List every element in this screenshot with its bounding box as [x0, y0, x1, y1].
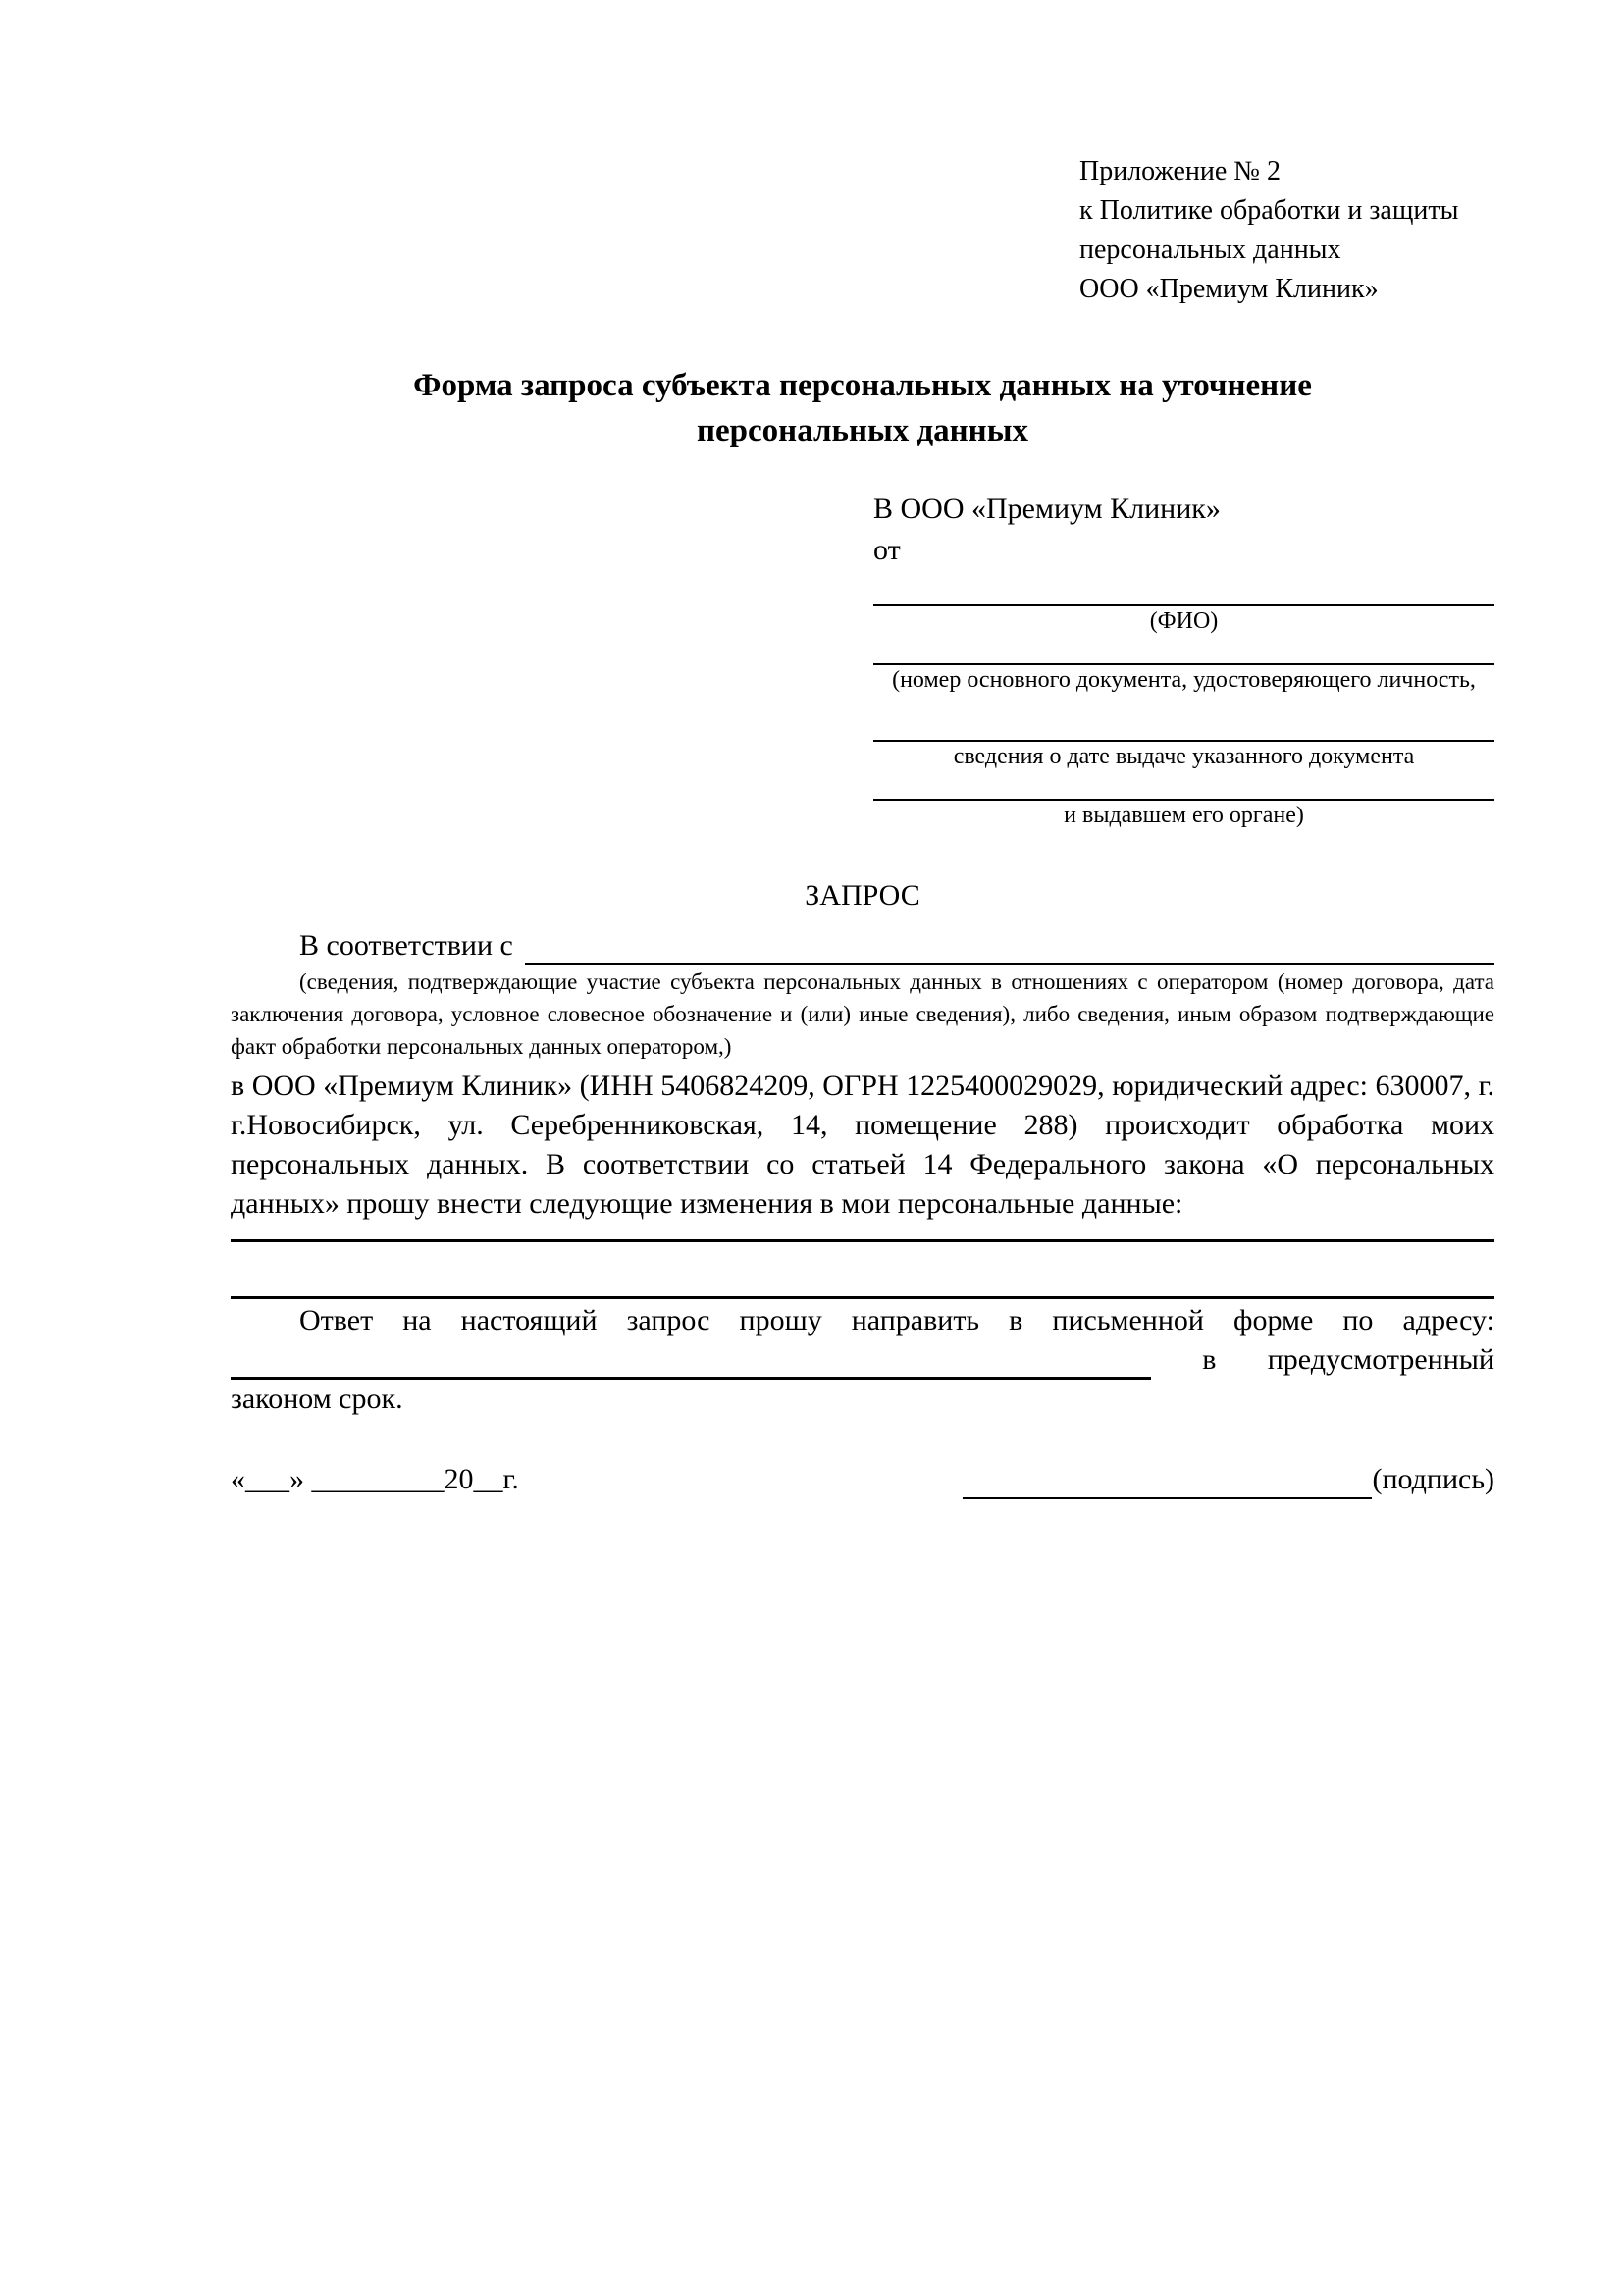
addressee-block	[873, 489, 1494, 830]
request-body-paragraph: в ООО «Премиум Клиник» (ИНН 5406824209, ОГРН 1225400029029, юридический адрес: 630007, г. г.Новосибирск, ул. Серебренниковская, 14, помещение 288) происходит обработка моих персональных данных. В соответствии со статьей 14 Федерального закона «О персональных данных» прошу внести следующие изменения в мои персональные данные:	[231, 1070, 1494, 1220]
appendix-company: ООО «Премиум Клиник»	[1079, 274, 1379, 304]
opening-blank-line	[525, 929, 1494, 965]
issuing-authority-blank-line	[873, 771, 1494, 801]
document-title: Форма запроса субъекта персональных данных на уточнение персональных данных	[413, 368, 1312, 448]
response-word-stipulated: предусмотренный	[1267, 1343, 1494, 1376]
footer-row	[231, 1460, 1494, 1499]
changes-blank-line-2	[231, 1242, 1494, 1299]
opening-row	[231, 926, 1494, 965]
appendix-number: Приложение № 2	[1079, 156, 1281, 186]
from-label: от	[873, 534, 901, 566]
response-word-in: в	[1202, 1343, 1217, 1376]
appendix-policy-line2: персональных данных	[1079, 235, 1341, 265]
opening-note: (сведения, подтверждающие участие субъекта персональных данных в отношениях с оператором (номер договора, дата заключения договора, условное словесное обозначение и (или) иные сведения), либо сведения, иным образом подтверждающие факт обработки персональных данных оператором,)	[231, 969, 1494, 1059]
request-heading: ЗАПРОС	[805, 879, 920, 912]
fio-caption: (ФИО)	[1149, 608, 1219, 634]
response-term-line: законом срок.	[231, 1383, 403, 1415]
date-placeholder: «___» _________20__г.	[231, 1463, 519, 1495]
opening-label: В соответствии с	[299, 929, 513, 962]
document-number-caption: (номер основного документа, удостоверяющего личность,	[892, 667, 1476, 693]
appendix-policy-line1: к Политике обработки и защиты	[1079, 195, 1459, 226]
issue-date-caption: сведения о дате выдаче указанного документа	[953, 744, 1415, 769]
changes-blank-line-1	[231, 1224, 1494, 1242]
response-address-row	[231, 1340, 1494, 1380]
fio-blank-line	[873, 571, 1494, 606]
signature-caption: (подпись)	[1372, 1463, 1494, 1495]
issuing-authority-caption: и выдавшем его органе)	[1064, 803, 1304, 828]
response-address-blank-line	[231, 1343, 1151, 1380]
response-request-line: Ответ на настоящий запрос прошу направить в письменной форме по адресу:	[299, 1304, 1494, 1336]
signature-group	[963, 1460, 1494, 1499]
appendix-header	[1079, 152, 1494, 309]
signature-blank-line	[963, 1464, 1372, 1499]
issue-date-blank-line	[873, 695, 1494, 742]
document-number-blank-line	[873, 636, 1494, 665]
addressee-org: В ООО «Премиум Клиник»	[873, 493, 1221, 525]
